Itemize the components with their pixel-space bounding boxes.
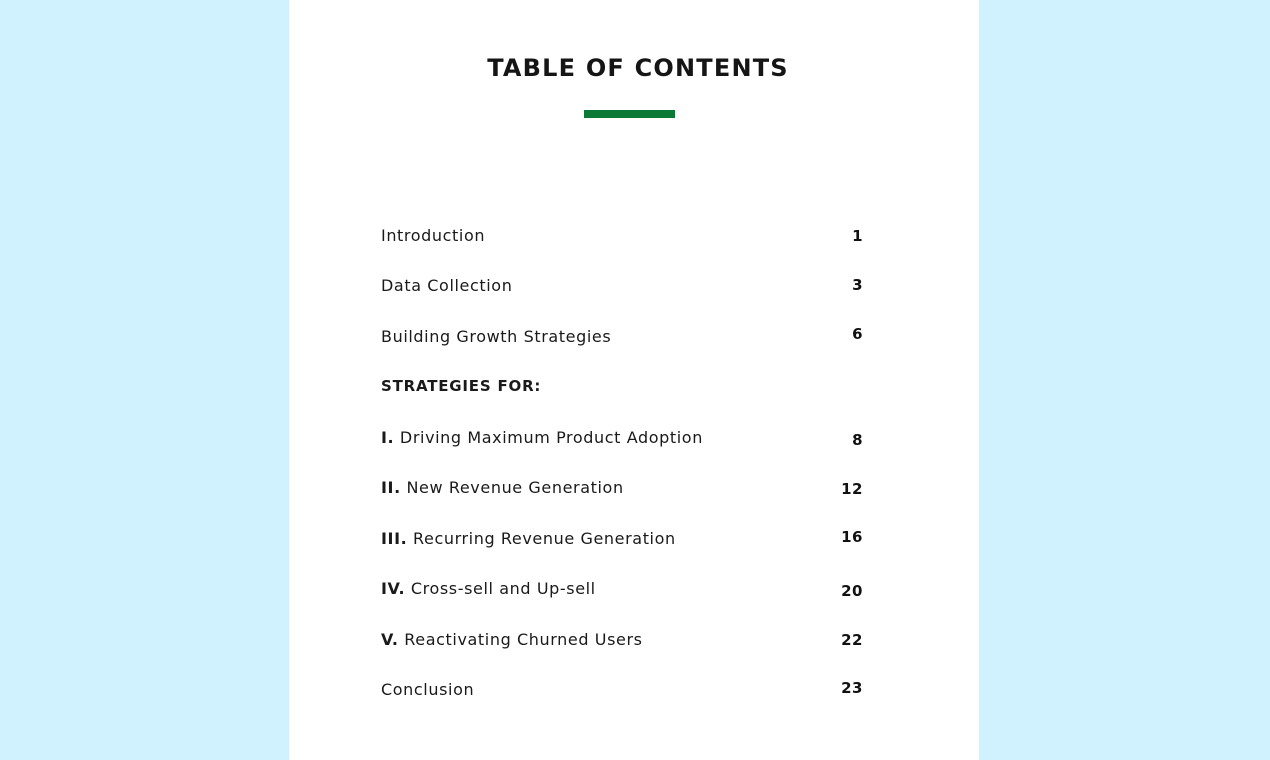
toc-page-number: 1	[852, 227, 863, 245]
toc-entry-cross-sell-up-sell[interactable]	[381, 579, 863, 603]
toc-entry-label: Data Collection	[381, 276, 513, 295]
roman-numeral: II.	[381, 478, 401, 497]
toc-page-number: 22	[841, 631, 863, 649]
toc-entry-introduction[interactable]	[381, 226, 863, 250]
toc-page-number: 20	[841, 582, 863, 600]
toc-entry-label: Conclusion	[381, 680, 475, 699]
section-heading-label: STRATEGIES FOR:	[381, 377, 542, 395]
document-page	[289, 0, 979, 760]
title-underline	[584, 110, 675, 118]
roman-numeral: IV.	[381, 579, 406, 598]
toc-page-number: 23	[841, 679, 863, 697]
toc-entry-label: Introduction	[381, 226, 486, 245]
toc-page-number: 3	[852, 276, 863, 294]
toc-page-number: 6	[852, 325, 863, 343]
page-title: TABLE OF CONTENTS	[487, 54, 789, 82]
toc-page-number: 16	[841, 528, 863, 546]
toc-entry-reactivating-churned-users[interactable]	[381, 630, 863, 654]
roman-numeral: V.	[381, 630, 399, 649]
toc-section-heading	[381, 377, 863, 401]
toc-entry-label: III. Recurring Revenue Generation	[381, 529, 676, 548]
toc-entry-data-collection[interactable]	[381, 276, 863, 300]
toc-entry-label: V. Reactivating Churned Users	[381, 630, 643, 649]
toc-entry-label: IV. Cross-sell and Up-sell	[381, 579, 596, 598]
toc-entry-driving-product-adoption[interactable]	[381, 428, 863, 452]
toc-page-number: 8	[852, 431, 863, 449]
toc-entry-recurring-revenue-generation[interactable]	[381, 529, 863, 553]
roman-numeral: I.	[381, 428, 395, 447]
toc-entry-label: Building Growth Strategies	[381, 327, 612, 346]
toc-entry-new-revenue-generation[interactable]	[381, 478, 863, 502]
toc-entry-conclusion[interactable]	[381, 680, 863, 704]
toc-page-number: 12	[841, 480, 863, 498]
toc-entry-building-growth-strategies[interactable]	[381, 327, 863, 351]
roman-numeral: III.	[381, 529, 408, 548]
toc-entry-label: II. New Revenue Generation	[381, 478, 624, 497]
toc-entry-label: I. Driving Maximum Product Adoption	[381, 428, 703, 447]
